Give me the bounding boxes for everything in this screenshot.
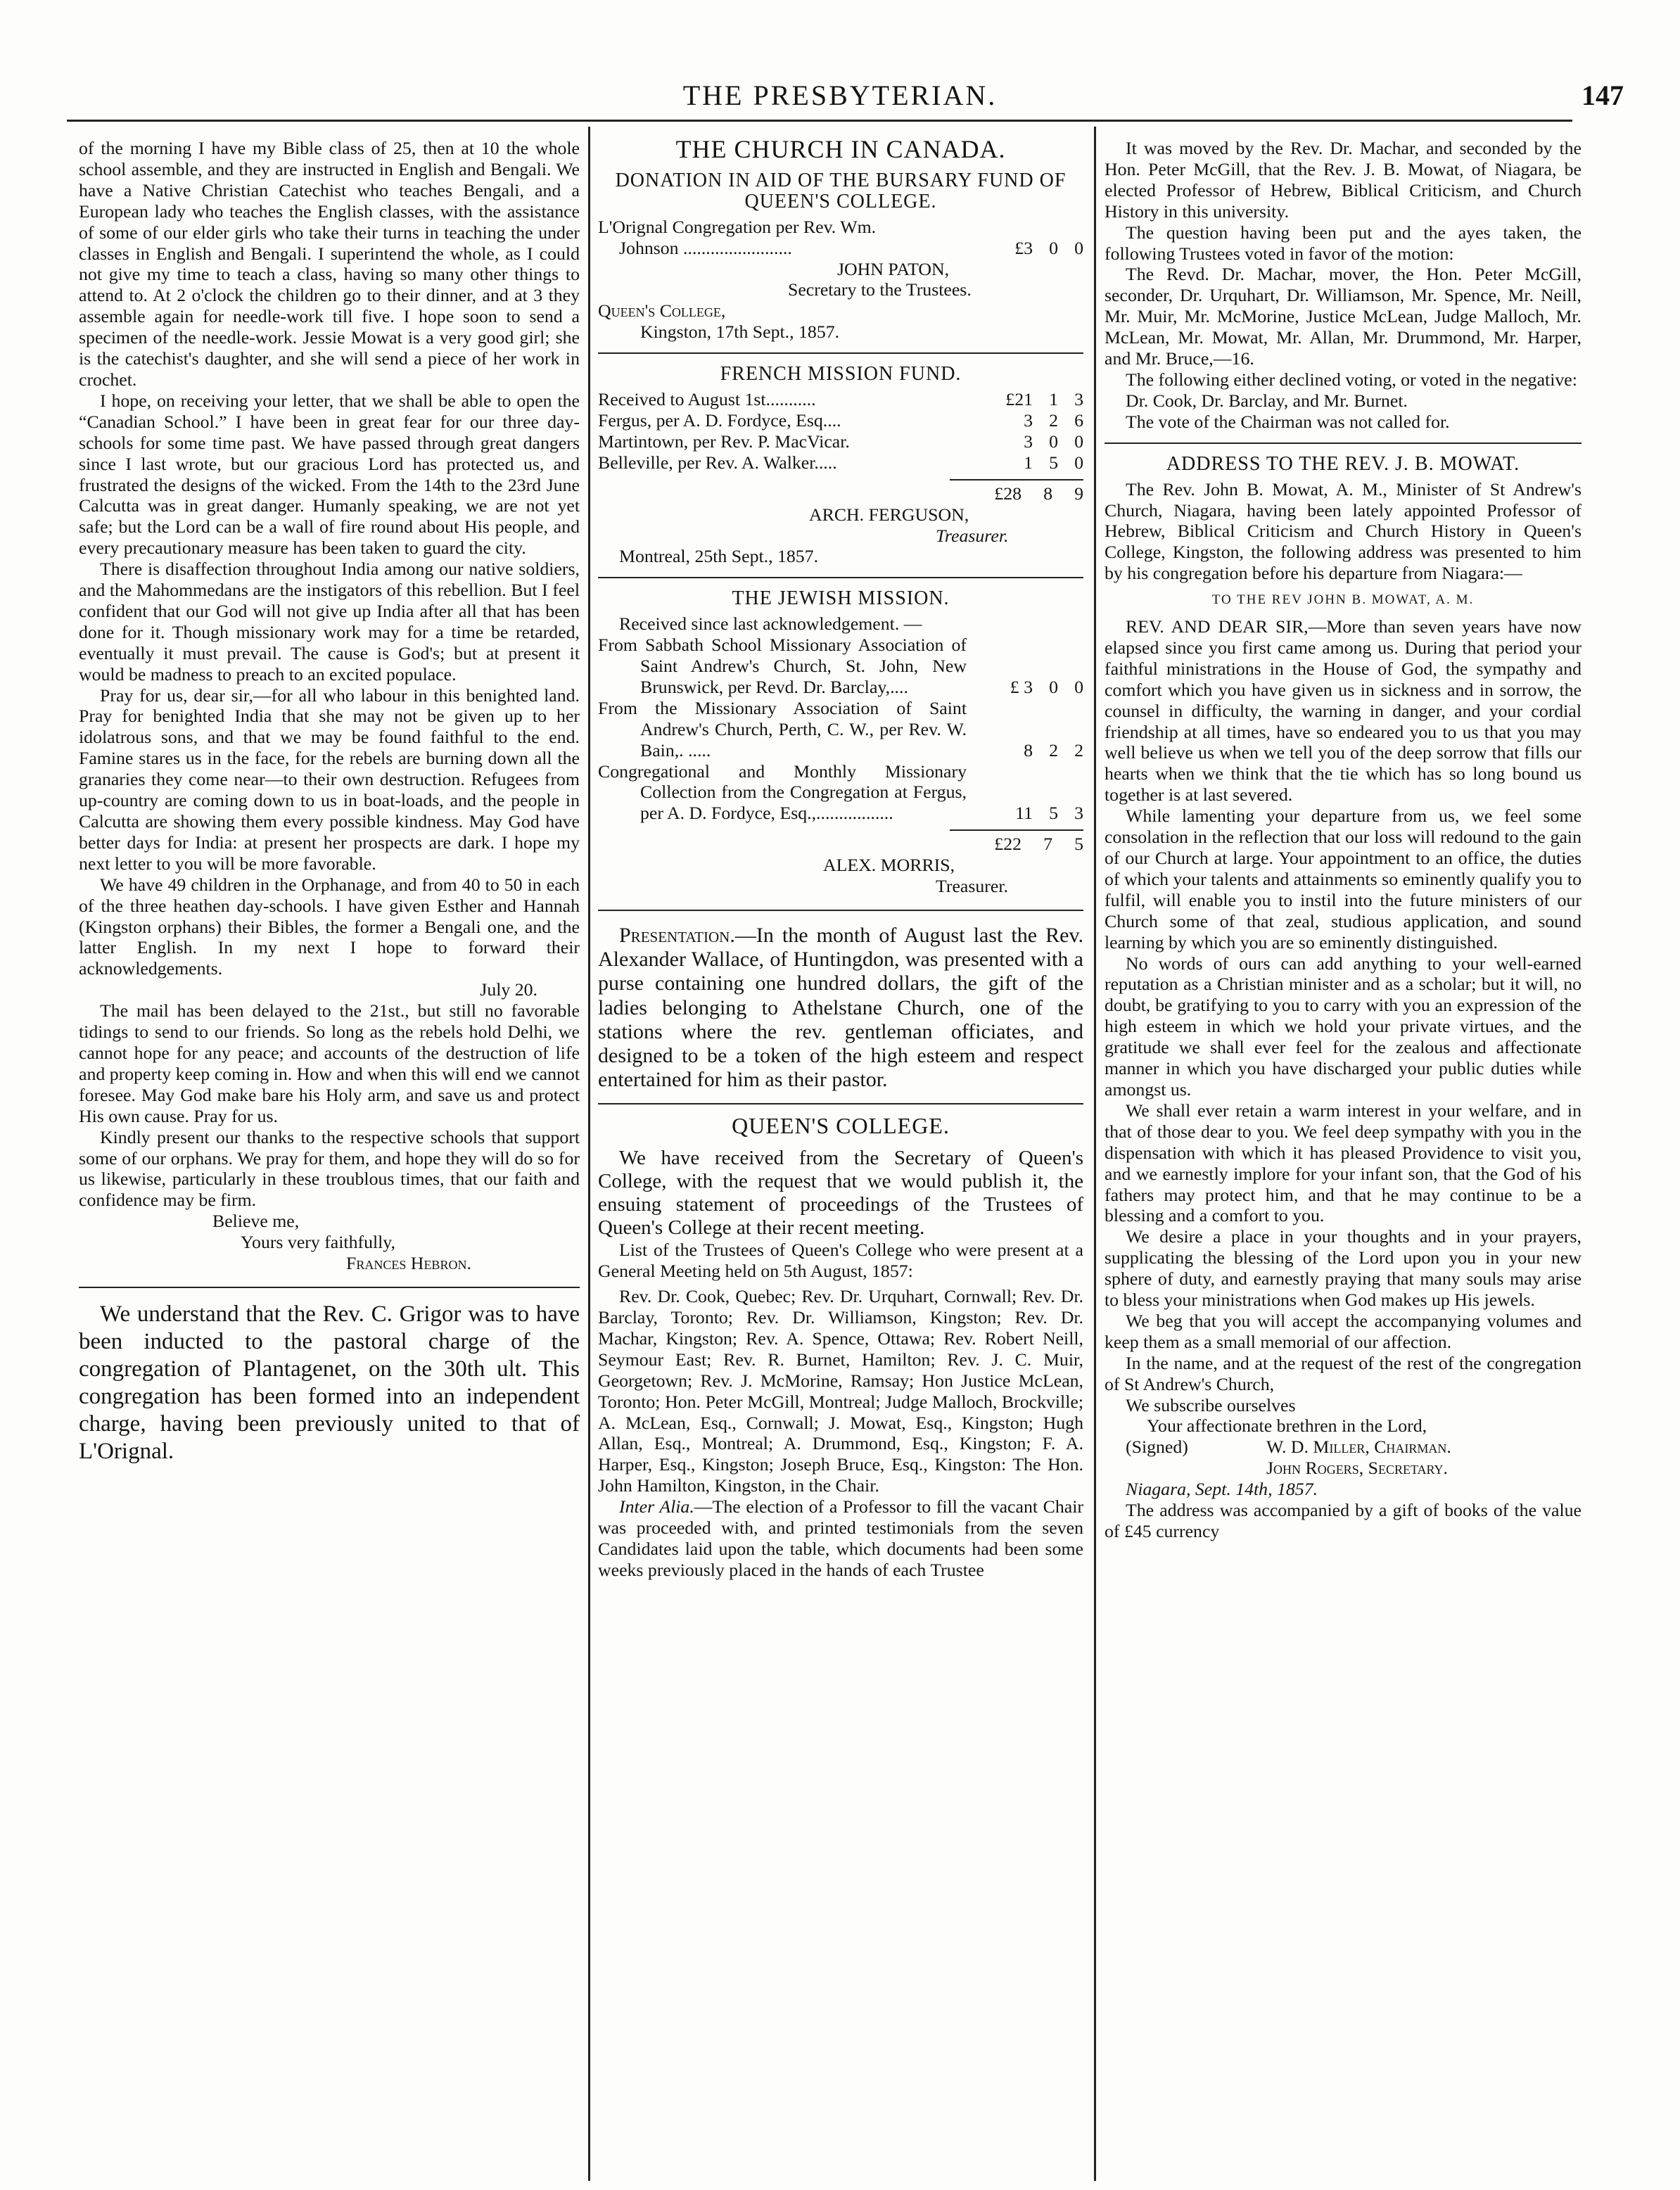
signatory: John Rogers, Secretary. — [1266, 1458, 1448, 1479]
french-row — [598, 452, 1083, 473]
entry-label: Congregational and Monthly Missionary Collection from the Congregation at Fergus, per A. D. Fordyce, Esq.,................. — [598, 760, 967, 824]
signatory-role: Treasurer. — [936, 876, 1008, 897]
paragraph: —The election of a Professor to fill the vacant Chair was proceeded with, and printed testimonials from the seven Candidates laid upon the table, which documents had been some weeks previously placed in the hands of each Trustee — [598, 1496, 1083, 1580]
pence: 5 — [1074, 834, 1083, 855]
pence: 0 — [1074, 676, 1083, 697]
pounds: £ 3 — [1010, 676, 1033, 697]
paragraph: The address was accompanied by a gift of books of the value of £45 currency — [1105, 1500, 1582, 1541]
paragraph: Dr. Cook, Dr. Barclay, and Mr. Burnet. — [1126, 390, 1408, 411]
queens-intro — [598, 1147, 1083, 1240]
jewish-row — [598, 635, 1083, 698]
entry-label: Martintown, per Rev. P. MacVicar. — [598, 431, 850, 452]
jewish-row — [598, 761, 1083, 825]
pounds: £3 — [1014, 237, 1033, 258]
paragraph: We have received from the Secretary of Queen's College, with the request that we would publish it, the ensuing statement of proceedings of the Trustees of Queen's College at their recent meeting. — [598, 1147, 1083, 1240]
french-total — [598, 483, 1083, 504]
paragraph: We beg that you will accept the accompanying volumes and keep them as a small memorial of our affection. — [1105, 1310, 1582, 1352]
entry-label: From Sabbath School Missionary Association of Saint Andrew's Church, St. John, New Brunswick, per Revd. Dr. Barclay,.... — [598, 635, 967, 697]
signed-label: (Signed) — [1126, 1437, 1188, 1458]
pounds: £28 — [994, 483, 1022, 504]
pence: 0 — [1074, 452, 1083, 473]
queens-heading: QUEEN'S COLLEGE. — [732, 1113, 950, 1139]
column-2 — [598, 135, 1083, 1581]
paragraph: We subscribe ourselves — [1126, 1394, 1296, 1415]
total-rule — [950, 479, 1083, 480]
column-divider — [1094, 127, 1096, 2181]
salutation: REV. AND DEAR SIR, — [1126, 616, 1309, 637]
paragraph: We shall ever retain a warm interest in your welfare, and in that of those dear to you. We feel deep sympathy with you in the dispensation with which it has pleased Providence to visit you, and we earnestly implore for your infant son, that the God of his fathers may protect him, and that he may continue to be a blessing and a comfort to you. — [1105, 1100, 1582, 1226]
pounds: 3 — [1024, 409, 1033, 431]
date: Kingston, 17th Sept., 1857. — [640, 322, 840, 343]
column-1 — [79, 138, 580, 1465]
grigor-notice — [79, 1301, 580, 1465]
jewish-total — [598, 834, 1083, 855]
date: Montreal, 25th Sept., 1857. — [619, 546, 819, 567]
paragraph: We desire a place in your thoughts and in your prayers, supplicating the blessing of the Lord upon you in your new sphere of duty, and earnestly praying that many souls may arise to bless your ministrations when God makes up His jewels. — [1105, 1226, 1582, 1311]
closing: Yours very faithfully, — [241, 1232, 395, 1253]
signatory-role: Secretary to the Trustees. — [788, 279, 972, 300]
paragraph: We have 49 children in the Orphanage, and from 40 to 50 in each of the three heathen day-schools. I have given Esther and Hannah (Kingston orphans) their Bibles, the former a Bengali one, and the latter English. In my next I hope to forward their acknowledgements. — [79, 874, 580, 979]
signatory: W. D. Miller, Chairman. — [1266, 1437, 1451, 1458]
french-heading: FRENCH MISSION FUND. — [720, 363, 962, 386]
pence: 0 — [1074, 237, 1083, 258]
shillings: 5 — [1049, 452, 1058, 473]
shillings: 2 — [1049, 739, 1058, 760]
french-row — [598, 389, 1083, 410]
shillings: 8 — [1043, 483, 1052, 504]
paragraph: It was moved by the Rev. Dr. Machar, and seconded by the Hon. Peter McGill, that the Rev. J. B. Mowat, of Niagara, be elected Professor of Hebrew, Biblical Criticism, and Church History in this university. — [1105, 138, 1582, 222]
paragraph: The Rev. John B. Mowat, A. M., Minister of St Andrew's Church, Niagara, having been lately appointed Professor of Hebrew, Biblical Criticism and Church History in Queen's College, Kingston, the following address was presented to him by his congregation before his departure from Niagara:— — [1105, 478, 1582, 584]
pounds: 11 — [1015, 803, 1033, 824]
separator — [598, 577, 1083, 578]
running-title: THE PRESBYTERIAN. — [682, 79, 998, 111]
paragraph: The following either declined voting, or voted in the negative: — [1126, 369, 1577, 390]
signatory: ALEX. MORRIS, — [823, 855, 955, 876]
inter-alia: Inter Alia. — [619, 1496, 694, 1517]
pounds: 1 — [1024, 452, 1033, 473]
paragraph: The question having been put and the ayes taken, the following Trustees voted in favor of the motion: — [1105, 222, 1582, 264]
header-rule — [67, 120, 1572, 122]
presentation-text: —In the month of August last the Rev. Alexander Wallace, of Huntingdon, was presented with a purse containing one hundred dollars, the gift of the ladies belonging to Athelstane Church, one of the stations where the rev. gentleman officiates, and designed to be a token of the high esteem and respect entertained for him as their pastor. — [598, 924, 1083, 1092]
jewish-heading: THE JEWISH MISSION. — [732, 587, 950, 610]
entry-label: Received to August 1st........... — [598, 389, 816, 410]
signatory: ARCH. FERGUSON, — [809, 504, 969, 525]
pence: 3 — [1074, 803, 1083, 824]
jewish-row — [598, 698, 1083, 761]
closing: Believe me, — [212, 1211, 300, 1232]
section-title: THE CHURCH IN CANADA. — [675, 135, 1006, 163]
paragraph: In the name, and at the request of the rest of the congregation of St Andrew's Church, — [1105, 1352, 1582, 1394]
place: Queen's College, — [598, 300, 726, 322]
entry-label: From the Missionary Association of Saint Andrew's Church, Perth, C. W., per Rev. W. Bain,. ..... — [598, 697, 967, 760]
column-3 — [1105, 138, 1582, 1542]
separator — [598, 910, 1083, 911]
paragraph: The vote of the Chairman was not called for. — [1126, 411, 1450, 432]
signature-block — [1105, 1437, 1582, 1458]
paragraph: Your affectionate brethren in the Lord, — [1147, 1415, 1427, 1437]
address-heading: ADDRESS TO THE REV. J. B. MOWAT. — [1166, 452, 1520, 475]
entry-label: Belleville, per Rev. A. Walker..... — [598, 452, 837, 473]
presentation-notice — [598, 924, 1083, 1092]
paragraph: of the morning I have my Bible class of 25, then at 10 the whole school assemble, and they are instructed in English and Bengali. We have a Native Christian Catechist who teaches Bengali, and a European lady who teaches the English classes, with the assistance of some of our elder girls who take their turns in teaching the under classes in English and Bengali. I superintend the whole, as I could not give my time to teach a class, having so many other things to attend to. At 2 o'clock the children go to their dinner, and at 3 they assemble again for needle-work till five. I hope soon to send a specimen of the needle-work. Jessie Mowat is a very good girl; she is the catechist's daughter, and she will send a piece of her work in crochet. — [79, 138, 580, 390]
bursary-line: L'Orignal Congregation per Rev. Wm. — [598, 216, 877, 237]
pence: 3 — [1074, 389, 1083, 410]
paragraph: We understand that the Rev. C. Grigor was to have been inducted to the pastoral charge of the congregation of Plantagenet, on the 30th ult. This congregation has been formed into an independent charge, having been previously united to that of L'Orignal. — [79, 1301, 580, 1464]
paragraph: List of the Trustees of Queen's College who were present at a General Meeting held on 5th August, 1857: — [598, 1240, 1083, 1282]
shillings: 0 — [1049, 676, 1058, 697]
shillings: 2 — [1049, 409, 1058, 431]
separator — [598, 1103, 1083, 1104]
page-number: 147 — [1582, 79, 1624, 111]
shillings: 5 — [1049, 803, 1058, 824]
pence: 0 — [1074, 431, 1083, 452]
pence: 2 — [1074, 739, 1083, 760]
address-text: —More than seven years have now elapsed since you first came among us. During that period your faithful ministrations in the House of God, the sympathy and comfort which you have given us in sickness and in sorrow, the counsel in difficulty, the warning in danger, and your cordial friendship at all times, have so endeared you to us that you may well believe us when we tell you of the deep sorrow that fills our hearts when we think that the tie which has so long bound us together is at last severed. — [1105, 616, 1582, 806]
intro: Received since last acknowledgement. — — [619, 613, 922, 635]
pounds: 8 — [1024, 739, 1033, 760]
french-row — [598, 410, 1083, 431]
entry-label: Johnson ........................ — [619, 237, 792, 258]
paragraph: I hope, on receiving your letter, that we shall be able to open the “Canadian School.” I have been in great fear for our three day-schools for some time past. We have passed through great dangers since I last wrote, but our gracious Lord has protected us, and frustrated the designs of the wicked. From the 14th to the 23rd June Calcutta was in great danger. Humanly speaking, we are not yet safe; but the Lord can be a wall of fire round about His people, and every precautionary measure has been taken to guard the city. — [79, 390, 580, 559]
paragraph: While lamenting your departure from us, we feel some consolation in the reflection that our loss will redound to the gain of our Church at large. Your appointment to an office, the duties of which your talents and attainments so eminently qualify you to fulfil, will enable you to instil into the future ministers of our Church some of that zeal, studious application, and sound learning by which you are so eminently distinguished. — [1105, 806, 1582, 953]
signature: Frances Hebron. — [346, 1253, 471, 1274]
presentation-lead: Presentation. — [619, 924, 735, 947]
shillings: 1 — [1049, 389, 1058, 410]
shillings: 0 — [1049, 431, 1058, 452]
pounds: £22 — [994, 834, 1022, 855]
separator — [1105, 443, 1582, 444]
signatory: JOHN PATON, — [837, 258, 950, 279]
place-date: Niagara, Sept. 14th, 1857. — [1126, 1479, 1318, 1500]
separator — [79, 1287, 580, 1288]
bursary-row — [598, 238, 1083, 259]
shillings: 7 — [1043, 834, 1052, 855]
pence: 6 — [1074, 409, 1083, 431]
paragraph: Kindly present our thanks to the respective schools that support some of our orphans. We pray for them, and hope they will do so for us likewise, particularly in these troublous times, that our faith and confidence may be firm. — [79, 1126, 580, 1211]
trustee-list: Rev. Dr. Cook, Quebec; Rev. Dr. Urquhart, Cornwall; Rev. Dr. Barclay, Toronto; Rev. Dr. Williamson, Kingston; Rev. Dr. Machar, Kingston; Rev. A. Spence, Ottawa; Rev. Robert Neill, Seymour East; Rev. R. Burnet, Hamilton; Rev. J. C. Muir, Georgetown; Rev. J. McMorine, Ramsay; Hon Justice McLean, Toronto; Hon. Peter McGill, Montreal; Judge Malloch, Brockville; A. McLean, Esq., Cornwall; J. Mowat, Esq., Kingston; Hugh Allan, Esq., Montreal; A. Drummond, Esq., Kingston; F. A. Harper, Esq., Kingston; Joseph Bruce, Esq., Kingston: The Hon. John Hamilton, Kingston, in the Chair. — [598, 1286, 1083, 1496]
column-divider — [588, 127, 590, 2181]
total-rule — [950, 829, 1083, 831]
paragraph: There is disaffection throughout India among our native soldiers, and the Mahommedans are the instigators of this rebellion. But I feel confident that our God will not give up India after all that has been done for it. Though missionary work may for a time be retarded, eventually it must prevail. The cause is God's; but at present it would be madness to preach to an excited populace. — [79, 559, 580, 685]
paragraph: Pray for us, dear sir,—for all who labour in this benighted land. Pray for benighted India that she may not be given up to her idolatrous sons, and that we may be found faithful to the end. Famine stares us in the face, for the rebels are burning down all the granaries they come near—to their own destruction. Refugees from up-country are coming down to us in boat-loads, and the people in Calcutta are showing them every possible kindness. May God have better days for India: at present her prospects are dark. I hope my next letter to you will be more favorable. — [79, 685, 580, 874]
address-to-line: TO THE REV JOHN B. MOWAT, A. M. — [1211, 592, 1475, 608]
pounds: 3 — [1024, 431, 1033, 452]
bursary-heading: DONATION IN AID OF THE BURSARY FUND OF QUEEN'S COLLEGE. — [615, 169, 1067, 212]
french-row — [598, 431, 1083, 452]
paragraph: The mail has been delayed to the 21st., but still no favorable tidings to send to our friends. So long as the rebels hold Delhi, we cannot hope for any peace; and accounts of the destruction of life and property keep coming in. How and when this will end we cannot foresee. May God make bare his Holy arm, and save us and protect His own cause. Pray for us. — [79, 1000, 580, 1126]
shillings: 0 — [1049, 237, 1058, 258]
pounds: £21 — [1005, 389, 1033, 410]
separator — [598, 352, 1083, 354]
paragraph: No words of ours can add anything to your well-earned reputation as a Christian minister and as a scholar; but it will, no doubt, be gratifying to you to carry with you an expression of the high esteem in which we hold your private virtues, and the gratitude we shall ever feel for the zealous and affectionate manner in which you have discharged your public duties while amongst us. — [1105, 953, 1582, 1100]
pence: 9 — [1074, 483, 1083, 504]
letter-date: July 20. — [480, 979, 537, 1000]
signatory-role: Treasurer. — [936, 525, 1009, 546]
entry-label: Fergus, per A. D. Fordyce, Esq.... — [598, 409, 841, 431]
paragraph: The Revd. Dr. Machar, mover, the Hon. Peter McGill, seconder, Dr. Urquhart, Dr. Williamson, Mr. Spence, Mr. Neill, Mr. Muir, Mr. McMorine, Justice McLean, Judge Malloch, Mr. McLean, Mr. Mowat, Mr. Allan, Mr. Drummond, Mr. Harper, and Mr. Bruce,—16. — [1105, 264, 1582, 369]
